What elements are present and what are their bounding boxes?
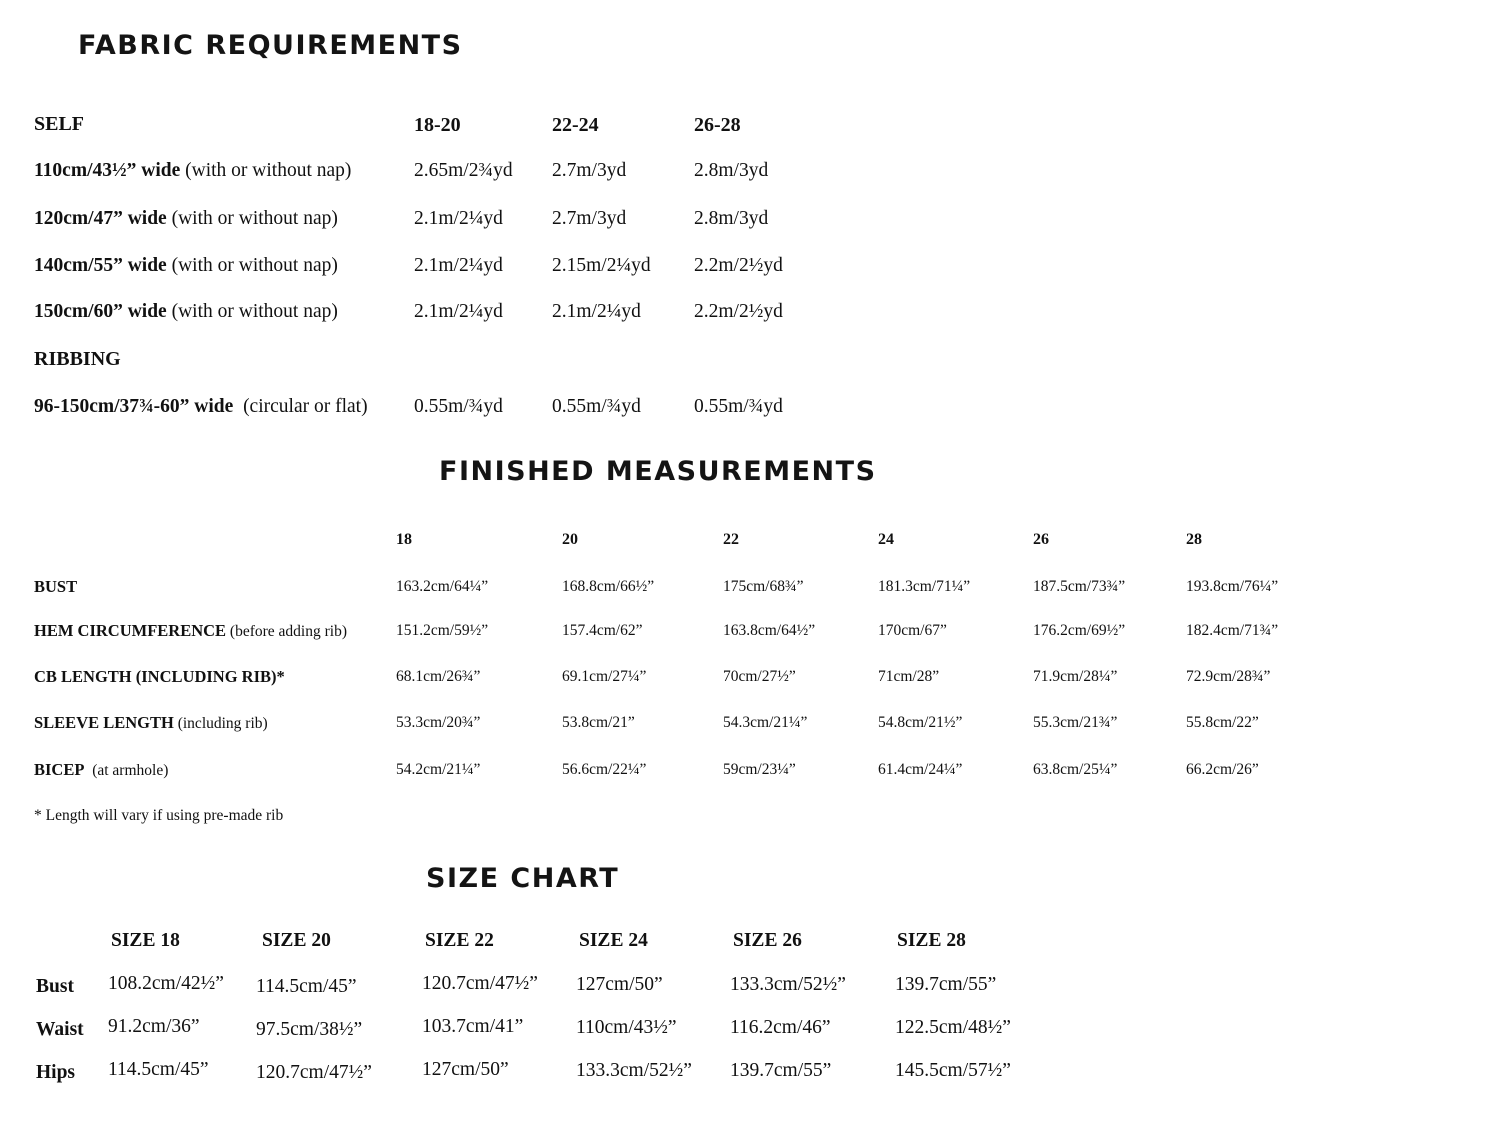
size-chart-value: 127cm/50” [576,974,663,995]
finished-size-header: 18 [396,531,412,548]
measurement-value: 157.4cm/62” [562,622,643,639]
measurement-value: 181.3cm/71¼” [878,578,971,595]
size-chart-value: 133.3cm/52½” [576,1060,692,1081]
measurement-value: 176.2cm/69½” [1033,622,1126,639]
measurement-value: 71cm/28” [878,668,940,685]
measurement-value: 54.3cm/21¼” [723,714,808,731]
measurement-value: 55.8cm/22” [1186,714,1259,731]
size-chart-heading: SIZE CHART [426,863,620,894]
measurement-value: 66.2cm/26” [1186,761,1259,778]
measurement-value: 175cm/68¾” [723,578,804,595]
measurement-value: 68.1cm/26¾” [396,668,481,685]
size-chart-value: 103.7cm/41” [422,1016,524,1037]
size-chart-value: 120.7cm/47½” [422,973,538,994]
measurement-value: 56.6cm/22¼” [562,761,647,778]
fabric-amount: 2.2m/2½yd [694,255,783,276]
length-footnote: * Length will vary if using pre-made rib [34,807,284,824]
measurement-value: 70cm/27½” [723,668,796,685]
measurement-value: 170cm/67” [878,622,947,639]
size-chart-value: 139.7cm/55” [895,974,997,995]
measurement-label: SLEEVE LENGTH (including rib) [34,713,268,732]
size-chart-header: SIZE 28 [897,930,966,951]
size-chart-value: 145.5cm/57½” [895,1060,1011,1081]
finished-size-header: 24 [878,531,894,548]
fabric-amount: 2.7m/3yd [552,208,627,229]
measurement-value: 71.9cm/28¼” [1033,668,1118,685]
measurement-value: 54.2cm/21¼” [396,761,481,778]
size-chart-row-label: Waist [36,1019,84,1040]
ribbing-label: RIBBING [34,348,121,370]
fabric-amount: 2.8m/3yd [694,160,769,181]
measurement-label: BUST [34,577,78,596]
measurement-label: BICEP (at armhole) [34,760,169,779]
fabric-requirements-heading: FABRIC REQUIREMENTS [78,30,463,61]
size-chart-value: 108.2cm/42½” [108,973,224,994]
fabric-amount: 2.1m/2¼yd [414,301,503,322]
self-label: SELF [34,113,85,135]
measurement-value: 63.8cm/25¼” [1033,761,1118,778]
ribbing-width-label: 96-150cm/37¾-60” wide (circular or flat) [34,396,368,417]
fabric-size-header: 18-20 [414,114,461,136]
measurement-value: 59cm/23¼” [723,761,796,778]
fabric-amount: 2.1m/2¼yd [414,208,503,229]
size-chart-header: SIZE 22 [425,930,494,951]
size-chart-row-label: Bust [36,976,74,997]
fabric-width-label: 150cm/60” wide (with or without nap) [34,301,338,322]
fabric-width-label: 140cm/55” wide (with or without nap) [34,255,338,276]
ribbing-amount: 0.55m/¾yd [552,396,641,417]
measurement-value: 72.9cm/28¾” [1186,668,1271,685]
size-chart-value: 139.7cm/55” [730,1060,832,1081]
size-chart-header: SIZE 26 [733,930,802,951]
size-chart-value: 114.5cm/45” [256,976,357,997]
measurement-value: 187.5cm/73¾” [1033,578,1126,595]
size-chart-value: 133.3cm/52½” [730,974,846,995]
ribbing-amount: 0.55m/¾yd [414,396,503,417]
measurement-value: 61.4cm/24¼” [878,761,963,778]
fabric-size-header: 26-28 [694,114,741,136]
measurement-label: CB LENGTH (INCLUDING RIB)* [34,667,285,686]
measurement-value: 193.8cm/76¼” [1186,578,1279,595]
fabric-amount: 2.65m/2¾yd [414,160,513,181]
fabric-size-header: 22-24 [552,114,599,136]
finished-size-header: 20 [562,531,578,548]
fabric-amount: 2.2m/2½yd [694,301,783,322]
size-chart-header: SIZE 18 [111,930,180,951]
measurement-label: HEM CIRCUMFERENCE (before adding rib) [34,621,347,640]
measurement-value: 168.8cm/66½” [562,578,655,595]
size-chart-header: SIZE 20 [262,930,331,951]
size-chart-value: 114.5cm/45” [108,1059,209,1080]
fabric-amount: 2.8m/3yd [694,208,769,229]
measurement-value: 53.3cm/20¾” [396,714,481,731]
ribbing-amount: 0.55m/¾yd [694,396,783,417]
finished-size-header: 26 [1033,531,1049,548]
size-chart-value: 91.2cm/36” [108,1016,200,1037]
size-chart-value: 120.7cm/47½” [256,1062,372,1083]
size-chart-value: 97.5cm/38½” [256,1019,363,1040]
measurement-value: 53.8cm/21” [562,714,635,731]
size-chart-value: 116.2cm/46” [730,1017,831,1038]
measurement-value: 69.1cm/27¼” [562,668,647,685]
size-chart-value: 127cm/50” [422,1059,509,1080]
fabric-width-label: 110cm/43½” wide (with or without nap) [34,160,352,181]
fabric-amount: 2.15m/2¼yd [552,255,651,276]
measurement-value: 163.8cm/64½” [723,622,816,639]
finished-measurements-heading: FINISHED MEASUREMENTS [439,456,877,487]
finished-size-header: 28 [1186,531,1202,548]
size-chart-value: 110cm/43½” [576,1017,677,1038]
finished-size-header: 22 [723,531,739,548]
size-chart-header: SIZE 24 [579,930,648,951]
measurement-value: 151.2cm/59½” [396,622,489,639]
size-chart-row-label: Hips [36,1062,76,1083]
fabric-amount: 2.7m/3yd [552,160,627,181]
measurement-value: 54.8cm/21½” [878,714,963,731]
size-chart-value: 122.5cm/48½” [895,1017,1011,1038]
measurement-value: 163.2cm/64¼” [396,578,489,595]
measurement-value: 55.3cm/21¾” [1033,714,1118,731]
fabric-amount: 2.1m/2¼yd [414,255,503,276]
fabric-amount: 2.1m/2¼yd [552,301,641,322]
fabric-width-label: 120cm/47” wide (with or without nap) [34,208,338,229]
measurement-value: 182.4cm/71¾” [1186,622,1279,639]
